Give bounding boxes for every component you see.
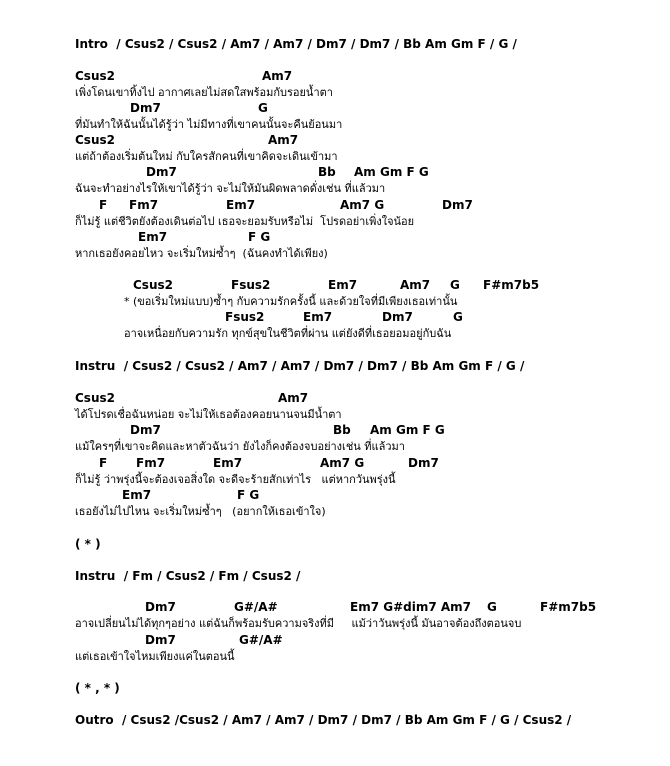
chord: Dm7 — [408, 456, 439, 470]
chord: F#m7b5 — [540, 600, 597, 614]
chord: Dm7 — [382, 310, 413, 324]
lyric-line: แต่เธอเข้าใจไหมเพียงแค่ในตอนนี้ — [75, 650, 235, 663]
intro-line: Intro / Csus2 / Csus2 / Am7 / Am7 / Dm7 / Dm7 / Bb Am Gm F / G / — [75, 37, 517, 51]
chord: G — [258, 101, 268, 115]
chord: Dm7 — [130, 423, 161, 437]
chord: Em7 — [213, 456, 243, 470]
chord: Dm7 — [130, 101, 161, 115]
chord: Fm7 — [129, 198, 159, 212]
lyric-line: ฉันจะทำอย่างไรให้เขาได้รู้ว่า จะไม่ให้มันผิดพลาดดั่งเช่น ที่แล้วมา — [75, 182, 386, 195]
instru-line: Instru / Csus2 / Csus2 / Am7 / Am7 / Dm7 / Dm7 / Bb Am Gm F / G / — [75, 359, 525, 373]
chord: Csus2 — [75, 391, 115, 405]
lyric-line: อาจเหนื่อยกับความรัก ทุกข์สุขในชีวิตที่ผ่าน แต่ยังดีที่เธอยอมอยู่กับฉัน — [124, 327, 452, 340]
chord: F G — [237, 488, 260, 502]
lyric-line: แม้ใครๆที่เขาจะคิดและหาตัวฉันว่า ยังไงก็คงต้องจบอย่างเช่น ที่แล้วมา — [75, 440, 405, 453]
repeat-marker: ( * , * ) — [75, 681, 120, 695]
lyric-line: เธอยังไม่ไปไหน จะเริ่มใหม่ซ้ำๆ (อยากให้เธอเข้าใจ) — [75, 505, 326, 518]
chord: Em7 — [122, 488, 152, 502]
lyric-line: แต่ถ้าต้องเริ่มต้นใหม่ กับใครสักคนที่เขาคิดจะเดินเข้ามา — [75, 150, 338, 163]
chord: Fsus2 — [225, 310, 265, 324]
chord: Am Gm F G — [354, 165, 429, 179]
chord: Em7 — [328, 278, 358, 292]
chord: Dm7 — [146, 165, 177, 179]
lyric-line: * (ขอเริ่มใหม่แบบ)ซ้ำๆ กับความรักครั้งนี้ และด้วยใจที่มีเพียงเธอเท่านั้น — [124, 295, 458, 308]
chord: Fsus2 — [231, 278, 271, 292]
chord: Am7 — [400, 278, 431, 292]
lyric-line: เพิ่งโดนเขาทิ้งไป อากาศเลยไม่สดใสพร้อมกับรอยน้ำตา — [75, 86, 333, 99]
chord: Em7 G#dim7 Am7 — [350, 600, 472, 614]
lyric-line: ที่มันทำให้ฉันนั้นได้รู้ว่า ไม่มีทางที่เขาคนนั้นจะคืนย้อนมา — [75, 118, 343, 131]
chord: G — [453, 310, 463, 324]
chord: Bb — [318, 165, 336, 179]
chord: G — [450, 278, 460, 292]
chord: Dm7 — [145, 633, 176, 647]
chord: Csus2 — [75, 69, 115, 83]
chord: Am Gm F G — [370, 423, 445, 437]
chord: F#m7b5 — [483, 278, 540, 292]
chord: Fm7 — [136, 456, 166, 470]
lyric-line: ก็ไม่รู้ ว่าพรุ่งนี้จะต้องเจอสิ่งใด จะดีจะร้ายสักเท่าไร แต่หากวันพรุ่งนี้ — [75, 473, 396, 486]
lyric-line: อาจเปลี่ยนไม่ได้ทุกๆอย่าง แต่ฉันก็พร้อมรับความจริงที่มี แม้ว่าวันพรุ่งนี้ มันอาจต้องถึงตอนจบ — [75, 617, 522, 630]
chord: G#/A# — [234, 600, 278, 614]
chord: F — [99, 198, 108, 212]
chord: G#/A# — [239, 633, 283, 647]
chord: Am7 — [278, 391, 309, 405]
chord: Em7 — [226, 198, 256, 212]
chord: Am7 G — [340, 198, 385, 212]
chord: Csus2 — [75, 133, 115, 147]
chord: F — [99, 456, 108, 470]
outro-line: Outro / Csus2 /Csus2 / Am7 / Am7 / Dm7 / Dm7 / Bb Am Gm F / G / Csus2 / — [75, 713, 572, 727]
chord: Dm7 — [145, 600, 176, 614]
chord: Am7 G — [320, 456, 365, 470]
lyric-line: หากเธอยังคอยไหว จะเริ่มใหม่ซ้ำๆ (ฉันคงทำได้เพียง) — [75, 247, 328, 260]
chord: F G — [248, 230, 271, 244]
instru-line: Instru / Fm / Csus2 / Fm / Csus2 / — [75, 569, 301, 583]
chord: Bb — [333, 423, 351, 437]
chord: Em7 — [303, 310, 333, 324]
chord: Dm7 — [442, 198, 473, 212]
repeat-marker: ( * ) — [75, 537, 101, 551]
chord: Am7 — [262, 69, 293, 83]
lyric-line: ก็ไม่รู้ แต่ชีวิตยังต้องเดินต่อไป เธอจะยอมรับหรือไม่ โปรดอย่าเพิ่งใจน้อย — [75, 215, 415, 228]
lyric-line: ได้โปรดเชื่อฉันหน่อย จะไม่ให้เธอต้องคอยนานจนมีน้ำตา — [75, 408, 342, 421]
chord: Am7 — [268, 133, 299, 147]
chord: Em7 — [138, 230, 168, 244]
chord: G — [487, 600, 497, 614]
chord: Csus2 — [133, 278, 173, 292]
